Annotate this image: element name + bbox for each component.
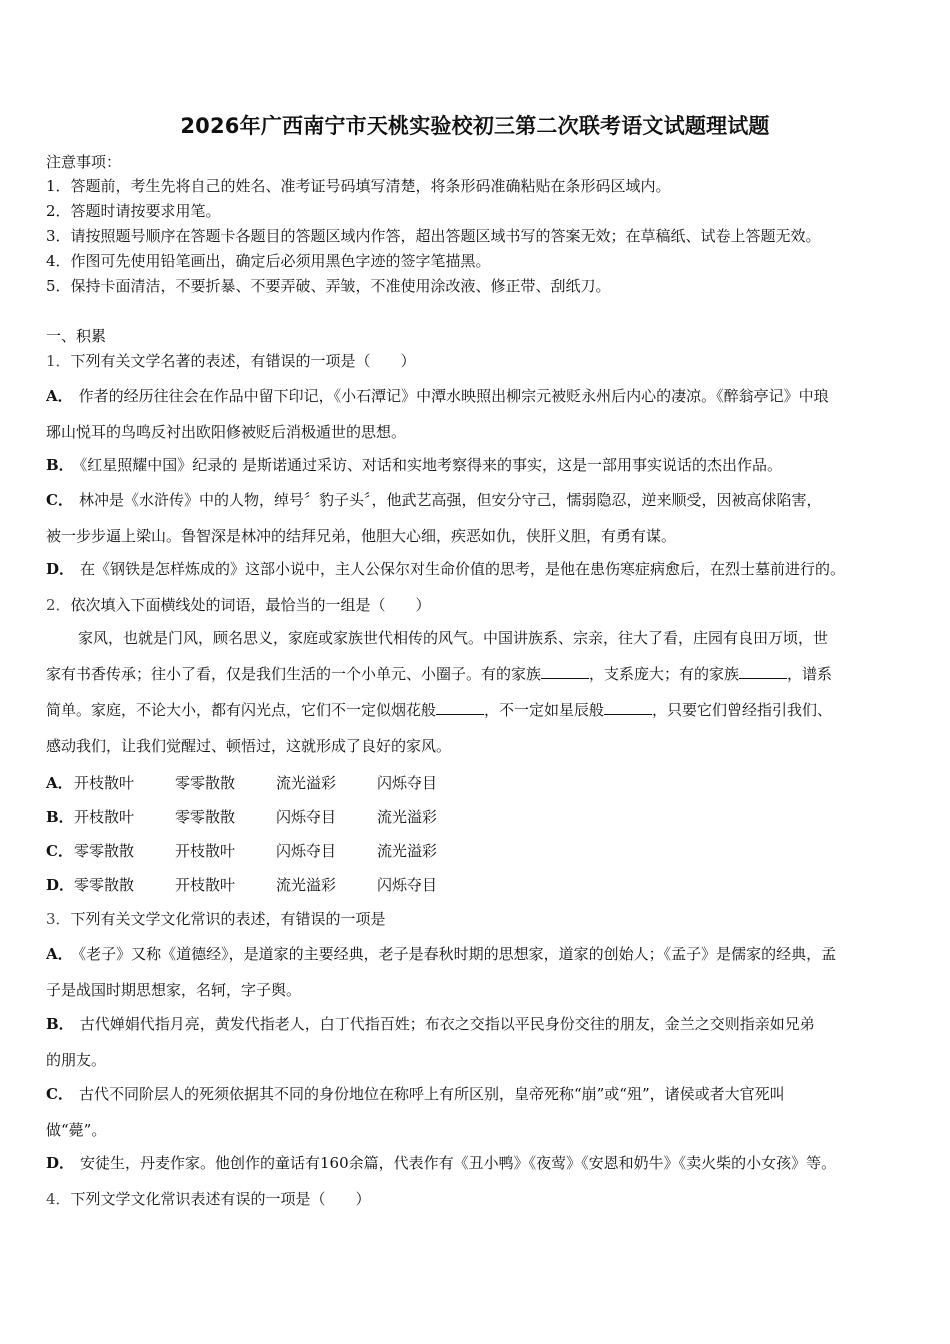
passage-text: ，只要它们曾经指引我们、 xyxy=(652,701,833,719)
q2-passage xyxy=(46,620,912,764)
option-text: 在《钢铁是怎样炼成的》这部小说中，主人公保尔对生命价值的思考，是他在患伤寒症病愈后，在烈士墓前进行的。 xyxy=(80,560,846,578)
passage-line xyxy=(46,656,912,692)
choice-word: 流光溢彩 xyxy=(377,842,438,860)
choice-label: B． xyxy=(46,808,74,826)
option-label: C． xyxy=(46,1085,73,1103)
option-text: 做“薨”。 xyxy=(46,1121,107,1139)
q1-option-d xyxy=(46,552,912,586)
passage-line: 家风，也就是门风，顾名思义，家庭或家族世代相传的风气。中国讲族系、宗亲，往大了看，庄园有良田万顷，世 xyxy=(78,629,829,647)
passage-line xyxy=(46,692,912,728)
option-label: B． xyxy=(46,456,74,474)
option-text: 的朋友。 xyxy=(46,1051,107,1069)
section-heading: 一、积累 xyxy=(46,327,107,345)
choice-word: 开枝散叶 xyxy=(175,876,236,894)
choice-word: 开枝散叶 xyxy=(175,842,236,860)
q1-option-b xyxy=(46,448,912,482)
question-4-stem xyxy=(46,1188,908,1209)
q3-option-c xyxy=(46,1076,912,1148)
notice-item: 2．答题时请按要求用笔。 xyxy=(46,202,221,220)
passage-text: ，谱系 xyxy=(787,665,833,683)
fill-blank xyxy=(436,700,484,715)
choice-word: 闪烁夺目 xyxy=(377,876,438,894)
option-text: 子是战国时期思想家，名轲，字子舆。 xyxy=(46,981,302,999)
choice-word: 闪烁夺目 xyxy=(377,774,438,792)
option-label: C． xyxy=(46,491,73,509)
q1-option-a xyxy=(46,378,912,450)
option-text: 作者的经历往往会在作品中留下印记，《小石潭记》中潭水映照出柳宗元被贬永州后内心的凄凉。《醉翁亭记》中琅 xyxy=(78,387,829,405)
choice-word: 零零散散 xyxy=(74,842,135,860)
q2-choice-d xyxy=(46,874,478,895)
choice-word: 闪烁夺目 xyxy=(276,842,337,860)
q3-option-b xyxy=(46,1006,912,1078)
q2-choice-a xyxy=(46,772,478,793)
question-number: 1． xyxy=(46,352,71,370)
notice-heading: 注意事项： xyxy=(46,153,122,171)
question-number: 2． xyxy=(46,596,71,614)
question-text: 依次填入下面横线处的词语，最恰当的一组是（ ） xyxy=(70,596,431,614)
question-number: 4． xyxy=(46,1190,71,1208)
page-title: 2026年广西南宁市天桃实验校初三第二次联考语文试题理试题 xyxy=(180,114,770,138)
choice-word: 闪烁夺目 xyxy=(276,808,337,826)
question-2-stem xyxy=(46,594,908,615)
passage-text: 家有书香传承；往小了看，仅是我们生活的一个小单元、小圈子。有的家族 xyxy=(46,665,542,683)
option-label: D． xyxy=(46,560,75,578)
choice-word: 零零散散 xyxy=(175,774,236,792)
choice-word: 零零散散 xyxy=(74,876,135,894)
option-text: 《红星照耀中国》纪录的 是斯诺通过采访、对话和实地考察得来的事实，这是一部用事实说话的杰出作品。 xyxy=(79,456,782,474)
choice-word: 开枝散叶 xyxy=(74,808,135,826)
notice-list xyxy=(46,174,908,299)
choice-word: 流光溢彩 xyxy=(276,876,337,894)
choice-label: C． xyxy=(46,842,73,860)
choice-label: D． xyxy=(46,876,75,894)
question-text: 下列文学文化常识表述有误的一项是（ ） xyxy=(70,1190,371,1208)
q3-option-d xyxy=(46,1146,912,1180)
question-text: 下列有关文学文化常识的表述，有错误的一项是 xyxy=(70,910,386,928)
q3-option-a xyxy=(46,936,912,1008)
option-text: 安徒生，丹麦作家。他创作的童话有160余篇，代表作有《丑小鸭》《夜莺》《安恩和奶牛》《卖火柴的小女孩》等。 xyxy=(80,1154,837,1172)
notice-item: 5．保持卡面清洁，不要折暴、不要弄破、弄皱，不准使用涂改液、修正带、刮纸刀。 xyxy=(46,277,611,295)
passage-line: 感动我们，让我们觉醒过、顿悟过，这就形成了良好的家风。 xyxy=(46,737,452,755)
passage-text: 简单。家庭，不论大小，都有闪光点，它们不一定似烟花般 xyxy=(46,701,437,719)
notice-item: 3．请按照题号顺序在答题卡各题目的答题区域内作答，超出答题区域书写的答案无效；在草稿纸、试卷上答题无效。 xyxy=(46,227,821,245)
option-text: 《老子》又称《道德经》，是道家的主要经典，老子是春秋时期的思想家，道家的创始人；《孟子》是儒家的经典，孟 xyxy=(78,945,837,963)
option-text: 被一步步逼上梁山。鲁智深是林冲的结拜兄弟，他胆大心细，疾恶如仇，侠肝义胆，有勇有谋。 xyxy=(46,527,677,545)
option-text: 古代婵娟代指月亮，黄发代指老人，白丁代指百姓；布衣之交指以平民身份交往的朋友，金兰之交则指亲如兄弟 xyxy=(79,1015,815,1033)
notice-item: 1．答题前，考生先将自己的姓名、准考证号码填写清楚，将条形码准确粘贴在条形码区域内。 xyxy=(46,177,671,195)
passage-text: ，不一定如星辰般 xyxy=(484,701,605,719)
option-label: B． xyxy=(46,1015,74,1033)
choice-word: 流光溢彩 xyxy=(276,774,337,792)
option-text: 林冲是《水浒传》中的人物，绰号〞豹子头〞，他武艺高强，但安分守己，懦弱隐忍，逆来顺受，因被高俅陷害， xyxy=(78,491,822,509)
question-3-stem xyxy=(46,908,908,929)
fill-blank xyxy=(541,664,589,679)
option-label: D． xyxy=(46,1154,75,1172)
choice-word: 零零散散 xyxy=(175,808,236,826)
q2-choice-c xyxy=(46,840,478,861)
question-1-stem xyxy=(46,350,908,371)
passage-text: ，支系庞大；有的家族 xyxy=(589,665,740,683)
option-label: A． xyxy=(46,945,73,963)
fill-blank xyxy=(739,664,787,679)
notice-item: 4．作图可先使用铅笔画出，确定后必须用黑色字迹的签字笔描黑。 xyxy=(46,252,491,270)
option-text: 琊山悦耳的鸟鸣反衬出欧阳修被贬后消极遁世的思想。 xyxy=(46,423,407,441)
choice-word: 开枝散叶 xyxy=(74,774,135,792)
question-number: 3． xyxy=(46,910,71,928)
question-text: 下列有关文学名著的表述，有错误的一项是（ ） xyxy=(70,352,416,370)
choice-label: A． xyxy=(46,774,73,792)
q2-choice-b xyxy=(46,806,478,827)
fill-blank xyxy=(604,700,652,715)
option-label: A． xyxy=(46,387,73,405)
q1-option-c xyxy=(46,482,912,554)
option-text: 古代不同阶层人的死须依据其不同的身份地位在称呼上有所区别，皇帝死称“崩”或“殂”，诸侯或者大官死叫 xyxy=(78,1085,785,1103)
choice-word: 流光溢彩 xyxy=(377,808,438,826)
